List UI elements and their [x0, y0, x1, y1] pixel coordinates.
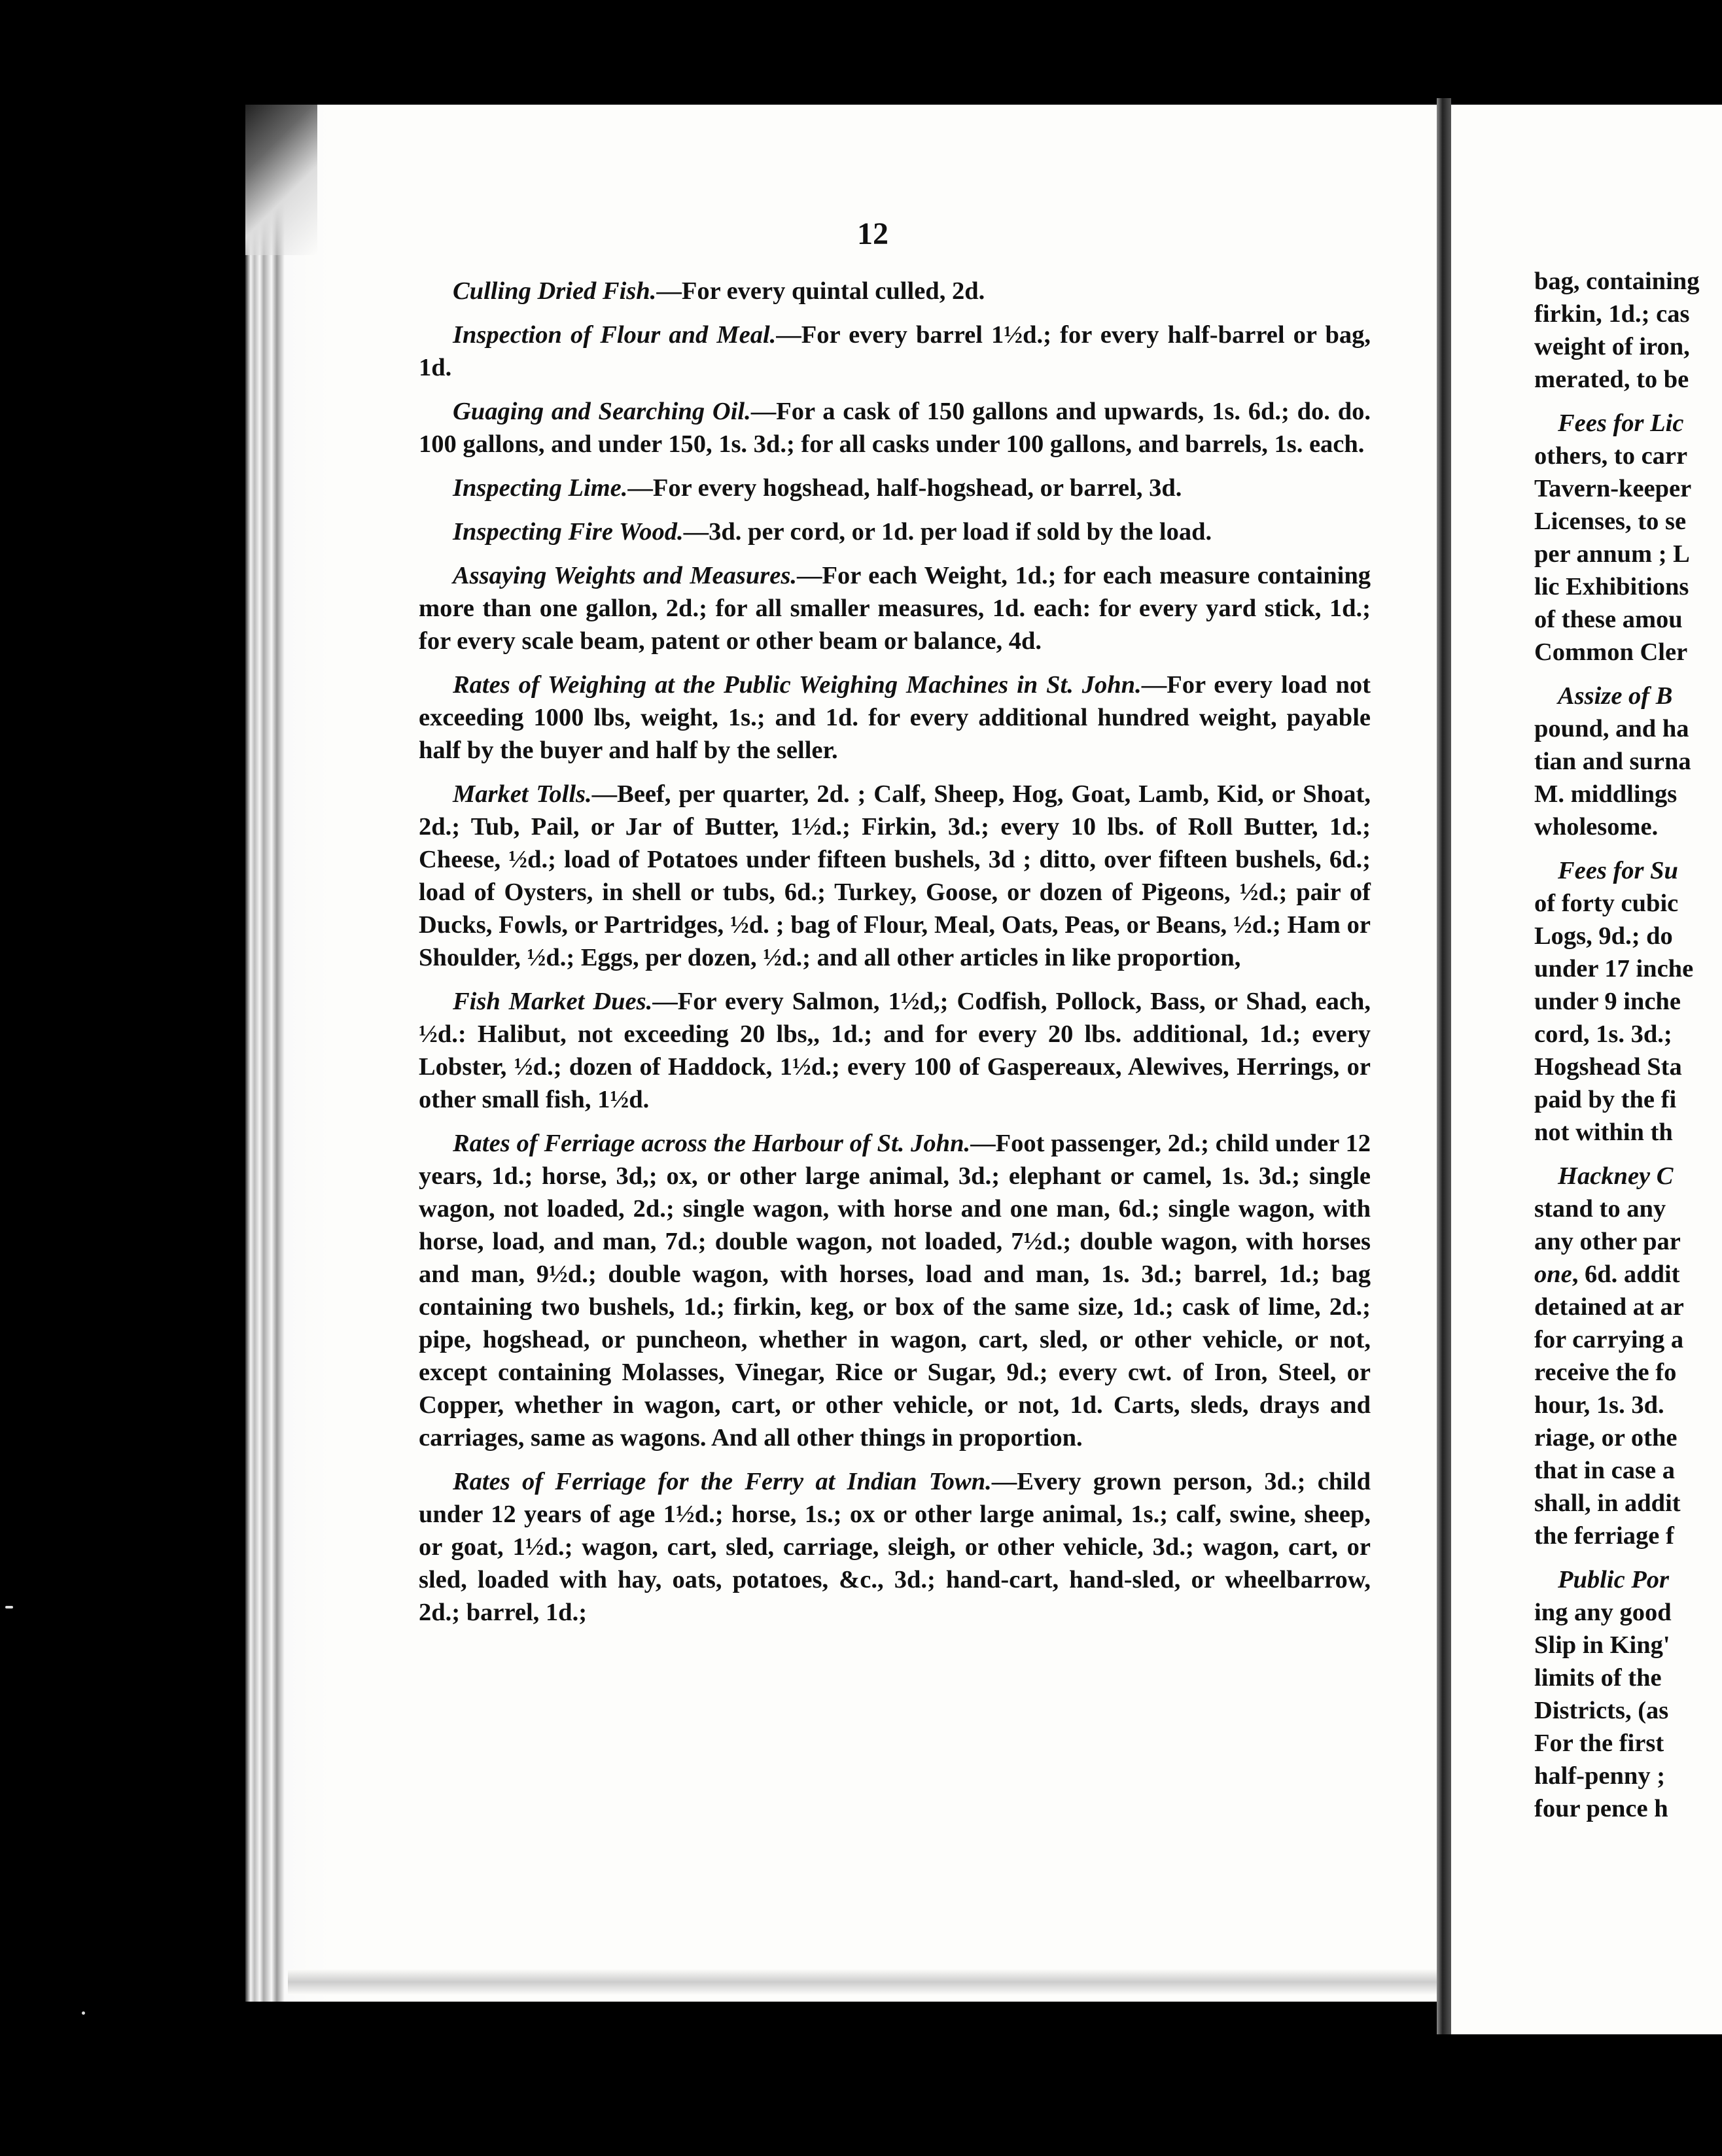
fragment-text: lic Exhibitions — [1534, 573, 1689, 600]
paragraph-body: —3d. per cord, or 1d. per load if sold by the load. — [683, 518, 1212, 546]
fragment-text: cord, 1s. 3d.; — [1534, 1020, 1672, 1048]
fragment-line — [1534, 1018, 1722, 1051]
paragraph-body: —Every grown person, 3d.; child under 12 years of age 1½d.; horse, 1s.; ox or other large animal, 1s.; calf, swine, sheep, or goat, 1½d.; wagon, cart, sled, carriage, sleigh, or other vehicle, 3d.; wagon, cart, or sled, loaded with hay, oats, potatoes, &c., 3d.; hand-cart, hand-sled, or wheelbarrow, 2d.; barrel, 1d.; — [419, 1468, 1371, 1626]
fragment-line — [1534, 1421, 1722, 1454]
scan-speck — [82, 2011, 85, 2015]
fragment-line — [1534, 1083, 1722, 1116]
fragment-line — [1534, 1520, 1722, 1552]
tariff-paragraph — [419, 985, 1371, 1116]
paragraph-body: —For every hogshead, half-hogshead, or barrel, 3d. — [627, 474, 1182, 502]
tariff-paragraph — [419, 1465, 1371, 1629]
fragment-line — [1534, 985, 1722, 1018]
fragment-text: ing any good — [1534, 1599, 1672, 1626]
fragment-line — [1534, 1454, 1722, 1487]
fragment-line — [1534, 712, 1722, 745]
tariff-paragraph — [419, 472, 1371, 504]
fragment-text: any other par — [1534, 1228, 1681, 1255]
tariff-paragraph — [419, 1127, 1371, 1454]
fragment-text: Licenses, to se — [1534, 508, 1687, 535]
fragment-line — [1534, 1116, 1722, 1149]
fragment-italic: Fees for Su — [1558, 857, 1678, 884]
paragraph-heading: Market Tolls. — [453, 780, 592, 808]
fragment-italic: one — [1534, 1261, 1572, 1288]
fragment-line — [1534, 854, 1722, 887]
fragment-text: For the first — [1534, 1730, 1664, 1757]
fragment-text: under 17 inche — [1534, 955, 1694, 982]
fragment-text: under 9 inche — [1534, 988, 1681, 1015]
page-edge-stack — [245, 105, 330, 2002]
fragment-text: Tavern-keeper — [1534, 475, 1692, 502]
fragment-line — [1534, 745, 1722, 778]
fragment-text: half-penny ; — [1534, 1762, 1666, 1790]
fragment-text: firkin, 1d.; cas — [1534, 300, 1690, 328]
fragment-italic: Fees for Lic — [1558, 409, 1684, 437]
paragraph-body: —For a cask of 150 gallons and upwards, 1s. 6d.; do. do. 100 gallons, and under 150, 1s. 3d.; for all casks under 100 gallons, and barrels, 1s. each. — [419, 398, 1371, 458]
fragment-italic: Assize of B — [1558, 682, 1673, 710]
fragment-text: wholesome. — [1534, 813, 1659, 841]
paragraph-body: —For every barrel 1½d.; for every half-barrel or bag, 1d. — [419, 321, 1371, 381]
fragment-line — [1534, 472, 1722, 505]
fragment-line — [1534, 1563, 1722, 1596]
fragment-text: paid by the fi — [1534, 1086, 1677, 1113]
paragraph-body: —For every load not exceeding 1000 lbs, weight, 1s.; and 1d. for every additional hundred weight, payable half by the buyer and half by the seller. — [419, 671, 1371, 764]
fragment-text: Logs, 9d.; do — [1534, 922, 1673, 950]
fragment-italic: Hackney C — [1558, 1162, 1674, 1190]
fragment-text: receive the fo — [1534, 1359, 1677, 1386]
paragraph-body: —For every quintal culled, 2d. — [656, 277, 985, 305]
fragment-text: limits of the — [1534, 1664, 1662, 1692]
fragment-text: four pence h — [1534, 1795, 1668, 1822]
fragment-text: Common Cler — [1534, 638, 1688, 666]
fragment-line — [1534, 1487, 1722, 1520]
fragment-line — [1534, 505, 1722, 538]
fragment-text: per annum ; L — [1534, 540, 1690, 568]
fragment-line — [1534, 1323, 1722, 1356]
fragment-line — [1534, 1225, 1722, 1258]
tariff-paragraph — [419, 559, 1371, 657]
fragment-text: of forty cubic — [1534, 890, 1679, 917]
fragment-line — [1534, 636, 1722, 669]
fragment-text: others, to carr — [1534, 442, 1688, 470]
fragment-line — [1534, 407, 1722, 440]
fragment-text: tian and surna — [1534, 748, 1691, 775]
fragment-text: , 6d. addit — [1572, 1261, 1680, 1288]
fragment-line — [1534, 298, 1722, 330]
fragment-line — [1534, 440, 1722, 472]
fragment-text: Districts, (as — [1534, 1697, 1669, 1724]
fragment-line — [1534, 330, 1722, 363]
fragment-line — [1534, 887, 1722, 920]
fragment-text: that in case a — [1534, 1457, 1675, 1484]
fragment-text: of these amou — [1534, 606, 1683, 633]
paragraph-heading: Guaging and Searching Oil. — [453, 398, 751, 425]
fragment-text: shall, in addit — [1534, 1489, 1681, 1517]
fragment-line — [1534, 603, 1722, 636]
paragraph-heading: Inspecting Fire Wood. — [453, 518, 684, 546]
fragment-line — [1534, 363, 1722, 396]
fragment-italic: Public Por — [1558, 1566, 1670, 1593]
fragment-text: Slip in King' — [1534, 1631, 1670, 1659]
fragment-line — [1534, 952, 1722, 985]
fragment-line — [1534, 1727, 1722, 1760]
tariff-paragraph — [419, 778, 1371, 974]
book-gutter — [1437, 98, 1451, 2034]
paragraph-heading: Fish Market Dues. — [453, 988, 653, 1015]
fragment-line — [1534, 1596, 1722, 1629]
fragment-text: hour, 1s. 3d. — [1534, 1391, 1664, 1419]
left-column-text — [419, 275, 1371, 1640]
fragment-line — [1534, 920, 1722, 952]
paragraph-body: —For each Weight, 1d.; for each measure containing more than one gallon, 2d.; for all smaller measures, 1d. each: for every yard stick, 1d.; for every scale beam, patent or other beam or balance, 4d. — [419, 562, 1371, 655]
fragment-line — [1534, 1051, 1722, 1083]
fragment-text: not within th — [1534, 1119, 1673, 1146]
fragment-line — [1534, 538, 1722, 570]
paragraph-heading: Assaying Weights and Measures. — [453, 562, 797, 589]
paragraph-heading: Rates of Ferriage across the Harbour of St. John. — [453, 1130, 971, 1157]
fragment-line — [1534, 265, 1722, 298]
paragraph-heading: Culling Dried Fish. — [453, 277, 657, 305]
fragment-text: riage, or othe — [1534, 1424, 1678, 1452]
fragment-line — [1534, 1661, 1722, 1694]
tariff-paragraph — [419, 275, 1371, 307]
fragment-line — [1534, 680, 1722, 712]
fragment-text: weight of iron, — [1534, 333, 1690, 360]
fragment-line — [1534, 1258, 1722, 1291]
fragment-line — [1534, 1760, 1722, 1792]
fragment-line — [1534, 778, 1722, 810]
fragment-line — [1534, 1160, 1722, 1192]
fragment-line — [1534, 1694, 1722, 1727]
fragment-line — [1534, 1792, 1722, 1825]
fragment-text: M. middlings — [1534, 780, 1678, 808]
paragraph-heading: Inspection of Flour and Meal. — [453, 321, 777, 349]
scan-speck — [5, 1606, 13, 1608]
paragraph-body: —Beef, per quarter, 2d. ; Calf, Sheep, Hog, Goat, Lamb, Kid, or Shoat, 2d.; Tub, Pail, or Jar of Butter, 1½d.; Firkin, 3d.; every 10 lbs. of Roll Butter, 1d.; Cheese, ½d.; load of Potatoes under fifteen bushels, 3d ; ditto, over fifteen bushels, 6d.; load of Oysters, in shell or tubs, 6d.; Turkey, Goose, or dozen of Pigeons, ½d.; pair of Ducks, Fowls, or Partridges, ½d. ; bag of Flour, Meal, Oats, Peas, or Beans, ½d.; Ham or Shoulder, ½d.; Eggs, per dozen, ½d.; and all other articles in like proportion, — [419, 780, 1371, 971]
fragment-text: pound, and ha — [1534, 715, 1689, 742]
paragraph-heading: Rates of Weighing at the Public Weighing Machines in St. John. — [453, 671, 1142, 699]
fragment-line — [1534, 1291, 1722, 1323]
paragraph-body: —Foot passenger, 2d.; child under 12 years, 1d.; horse, 3d,; ox, or other large animal, 3d.; elephant or camel, 1s. 3d.; single wagon, not loaded, 2d.; single wagon, with horse and one man, 6d.; single wagon, with horse, load, and man, 7d.; double wagon, not loaded, 7½d.; double wagon, with horses and man, 9½d.; double wagon, with horses, load and man, 1s. 3d.; barrel, 1d.; bag containing two bushels, 1d.; firkin, keg, or box of the same size, 1d.; cask of lime, 2d.; pipe, hogshead, or puncheon, whether in wagon, cart, sled, or other vehicle, or not, except containing Molasses, Vinegar, Rice or Sugar, 9d.; every cwt. of Iron, Steel, or Copper, whether in wagon, cart, or other vehicle, or not, 1d. Carts, sleds, drays and carriages, same as wagons. And all other things in proportion. — [419, 1130, 1371, 1452]
page-number: 12 — [857, 217, 888, 251]
fragment-line — [1534, 570, 1722, 603]
tariff-paragraph — [419, 395, 1371, 461]
fragment-text: the ferriage f — [1534, 1522, 1674, 1550]
fragment-line — [1534, 1192, 1722, 1225]
fragment-text: for carrying a — [1534, 1326, 1684, 1353]
fragment-line — [1534, 1389, 1722, 1421]
fragment-line — [1534, 1356, 1722, 1389]
fragment-text: Hogshead Sta — [1534, 1053, 1682, 1081]
tariff-paragraph — [419, 669, 1371, 767]
fragment-text: stand to any — [1534, 1195, 1666, 1223]
fragment-text: merated, to be — [1534, 366, 1689, 393]
tariff-paragraph — [419, 319, 1371, 384]
fragment-text: detained at ar — [1534, 1293, 1684, 1321]
page-bottom-edge — [288, 1969, 1439, 1995]
tariff-paragraph — [419, 515, 1371, 548]
paragraph-body: —For every Salmon, 1½d,; Codfish, Pollock, Bass, or Shad, each, ½d.: Halibut, not exceeding 20 lbs,, 1d.; and for every 20 lbs. additional, 1d.; every Lobster, ½d.; dozen of Haddock, 1½d.; every 100 of Gaspereaux, Alewives, Herrings, or other small fish, 1½d. — [419, 988, 1371, 1113]
fragment-text: bag, containing — [1534, 268, 1700, 295]
fragment-line — [1534, 810, 1722, 843]
right-column-fragments — [1534, 265, 1722, 1825]
paragraph-heading: Rates of Ferriage for the Ferry at Indian Town. — [453, 1468, 992, 1495]
fragment-line — [1534, 1629, 1722, 1661]
paragraph-heading: Inspecting Lime. — [453, 474, 628, 502]
